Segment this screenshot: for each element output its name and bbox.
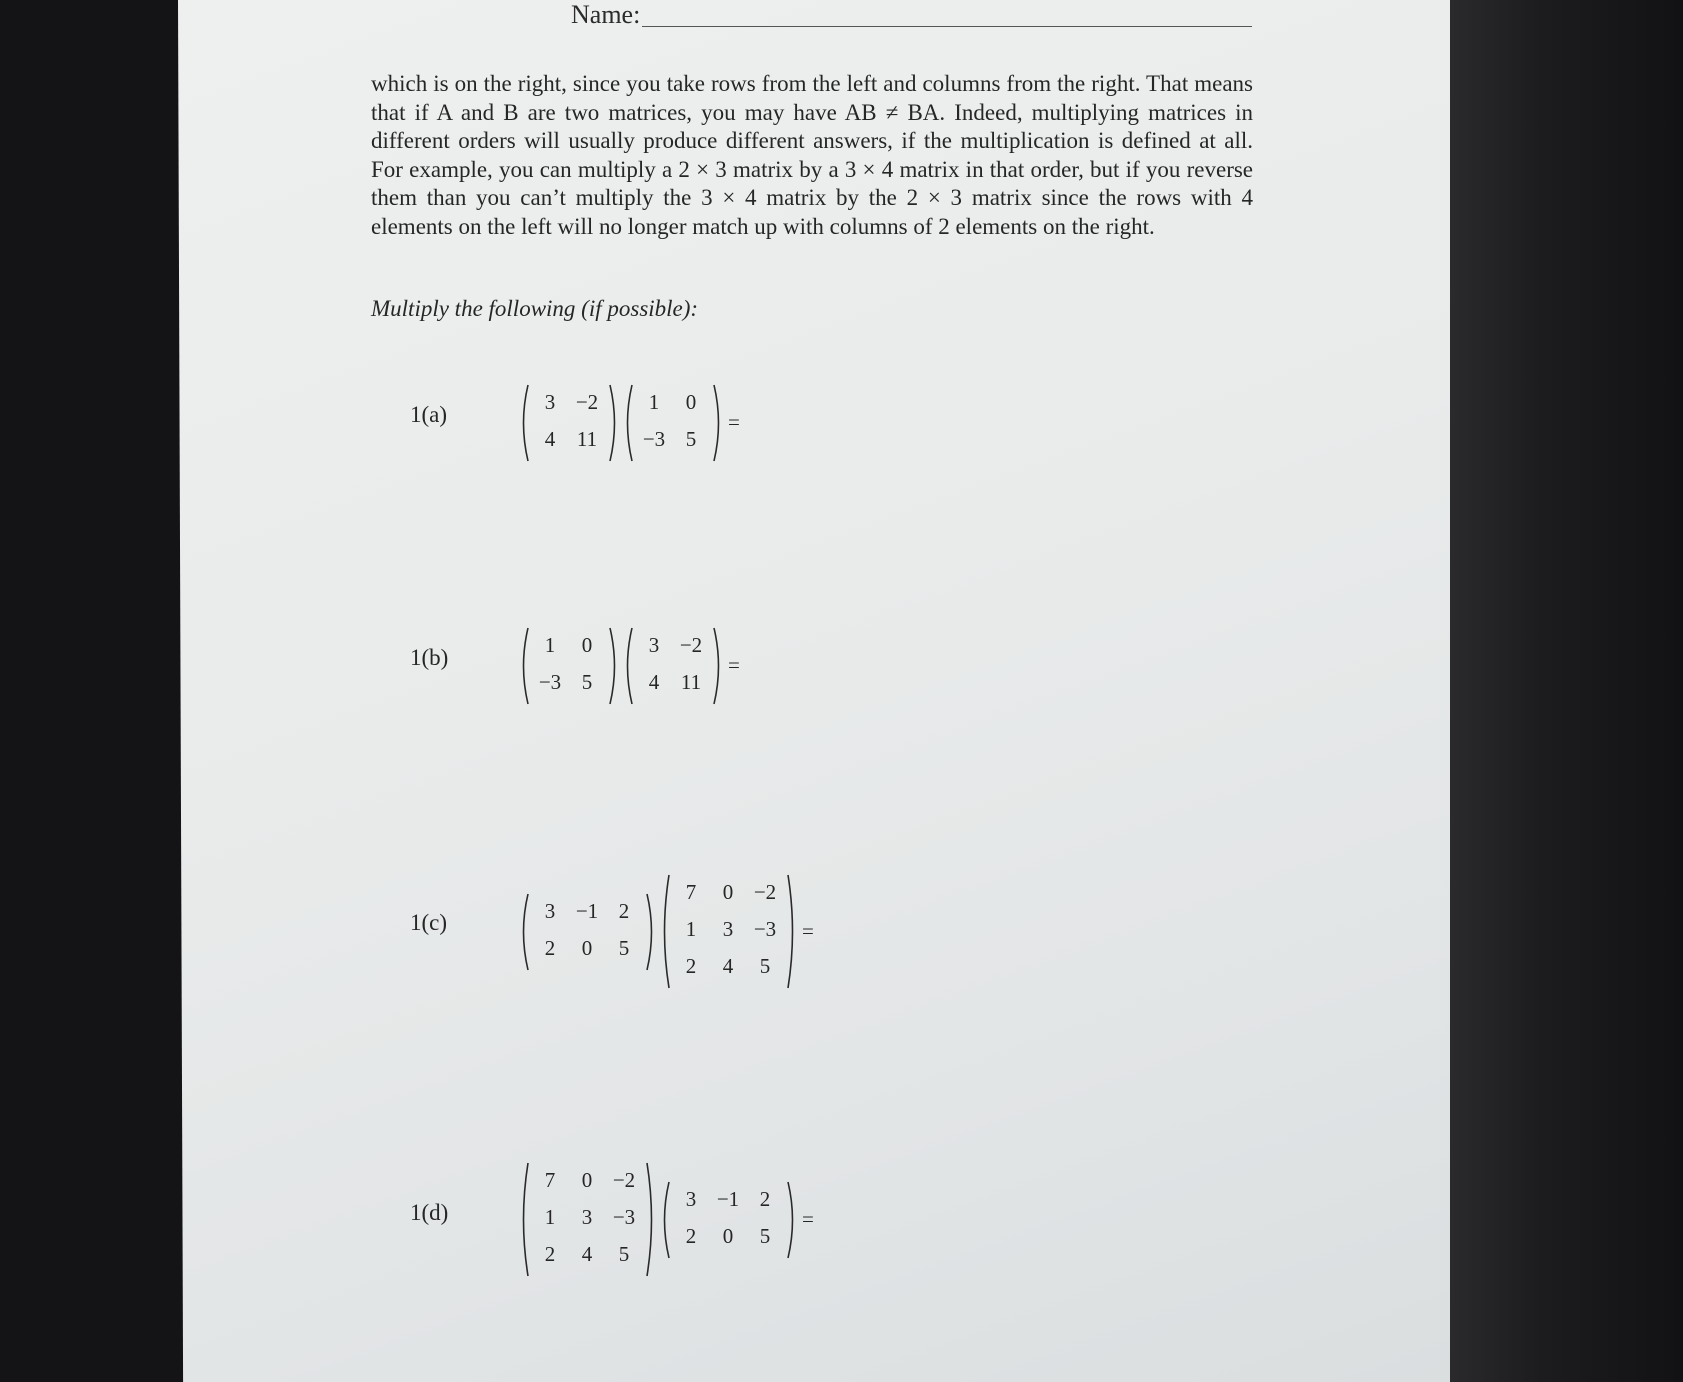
matrix-cell: 0 [581, 633, 593, 657]
matrix-cell: 2 [685, 954, 697, 978]
matrix-cell: 2 [544, 935, 556, 960]
matrix-cell: −3 [538, 670, 562, 694]
matrix-cell: 1 [648, 390, 660, 414]
matrix-cell: −2 [575, 390, 599, 414]
matrix-cell: 1 [685, 917, 697, 941]
right-paren [712, 384, 724, 462]
matrix-cell: 5 [581, 670, 593, 694]
dark-background [1450, 0, 1683, 1382]
right-paren [608, 627, 620, 705]
matrix-cell: −2 [679, 633, 703, 657]
intro-line-2: means that if A and B are two matrices, you may have AB ≠ BA. Indeed, multiplying [371, 71, 1253, 125]
matrix-cell: 7 [544, 1168, 556, 1192]
matrix-cell: −3 [612, 1205, 636, 1229]
matrix-cell: 1 [544, 1205, 556, 1229]
matrix-cell: 11 [680, 670, 702, 694]
matrix-cell: 0 [685, 390, 697, 414]
matrix [518, 627, 620, 705]
matrix [622, 627, 724, 705]
matrix-cell: −2 [753, 880, 777, 904]
intro-line-7: of 2 elements on the right. [913, 213, 1155, 239]
matrix-cell: 4 [648, 670, 660, 694]
matrix-cell: 2 [685, 1223, 697, 1248]
matrix-cell: −1 [716, 1186, 740, 1211]
equals-sign: = [802, 1206, 814, 1231]
name-blank-line [642, 26, 1252, 27]
matrix-cell: 5 [685, 427, 697, 451]
matrix [518, 384, 620, 462]
matrix-cell: 3 [722, 917, 734, 941]
right-paren [786, 874, 798, 989]
left-paren [622, 384, 634, 462]
right-paren [712, 627, 724, 705]
matrix-cell: 3 [648, 633, 660, 657]
matrix-cell: 3 [544, 390, 556, 414]
left-paren [518, 1162, 530, 1277]
right-paren [645, 893, 657, 971]
matrix-cell: −2 [612, 1168, 636, 1192]
matrix-cell: 5 [759, 1223, 771, 1248]
matrix [659, 874, 798, 989]
matrix-cell: 0 [722, 1223, 734, 1248]
problem-label-1a: 1(a) [410, 402, 448, 427]
matrix-cell: −1 [575, 898, 599, 923]
instructions-heading: Multiply the following (if possible): [371, 296, 699, 321]
intro-line-4: defined at all. For example, you can multiply a 2 × 3 matrix by a 3 × 4 matrix in that [371, 128, 1253, 182]
matrix-cell: 11 [576, 427, 598, 451]
matrix-cell: 3 [544, 898, 556, 923]
matrix-cell: 5 [618, 1242, 630, 1266]
matrix-cell: 4 [544, 427, 556, 451]
matrix-cell: 2 [544, 1242, 556, 1266]
name-label: Name: [571, 0, 641, 29]
intro-line-3: matrices in different orders will usually produce different answers, if the multiplication is [371, 99, 1253, 153]
matrix-cell: 1 [544, 633, 556, 657]
matrix-cell: 0 [722, 880, 734, 904]
problem-label-1c: 1(c) [410, 910, 448, 935]
matrix-cell: 5 [618, 935, 630, 960]
intro-line-1: which is on the right, since you take rows from the left and columns from the right. That [371, 71, 1189, 96]
left-paren [518, 384, 530, 462]
right-paren [645, 1162, 657, 1277]
matrix-cell: 3 [685, 1186, 697, 1211]
left-paren [518, 627, 530, 705]
problem-label-1b: 1(b) [410, 645, 449, 670]
matrix-cell: 0 [581, 1168, 593, 1192]
intro-paragraph [371, 70, 1253, 241]
matrix-cell: 3 [581, 1205, 593, 1229]
intro-line-5: order, but if you reverse them than you can’t multiply the 3 × 4 matrix by the 2 × 3 [371, 156, 1254, 210]
equals-sign: = [728, 653, 740, 677]
matrix-cell: 5 [759, 954, 771, 978]
matrix-cell: −3 [753, 917, 777, 941]
matrix [622, 384, 724, 462]
right-paren [608, 384, 620, 462]
left-paren [518, 893, 530, 971]
intro-line-6: matrix since the rows with 4 elements on the left will no longer match up with columns [371, 185, 1253, 239]
problem-label-1d: 1(d) [410, 1200, 449, 1225]
equals-sign: = [728, 410, 740, 434]
matrix-cell: 4 [722, 954, 734, 978]
left-paren [659, 1181, 671, 1259]
matrix-cell: 4 [581, 1242, 593, 1266]
matrix-cell: 2 [618, 898, 630, 923]
matrix-cell: 0 [581, 935, 593, 960]
matrix [518, 893, 657, 971]
matrix-cell: 7 [685, 880, 697, 904]
equals-sign: = [802, 918, 814, 943]
matrix [659, 1181, 798, 1259]
right-paren [786, 1181, 798, 1259]
left-paren [622, 627, 634, 705]
left-paren [659, 874, 671, 989]
matrix [518, 1162, 657, 1277]
matrix-cell: −3 [642, 427, 666, 451]
matrix-cell: 2 [759, 1186, 771, 1211]
